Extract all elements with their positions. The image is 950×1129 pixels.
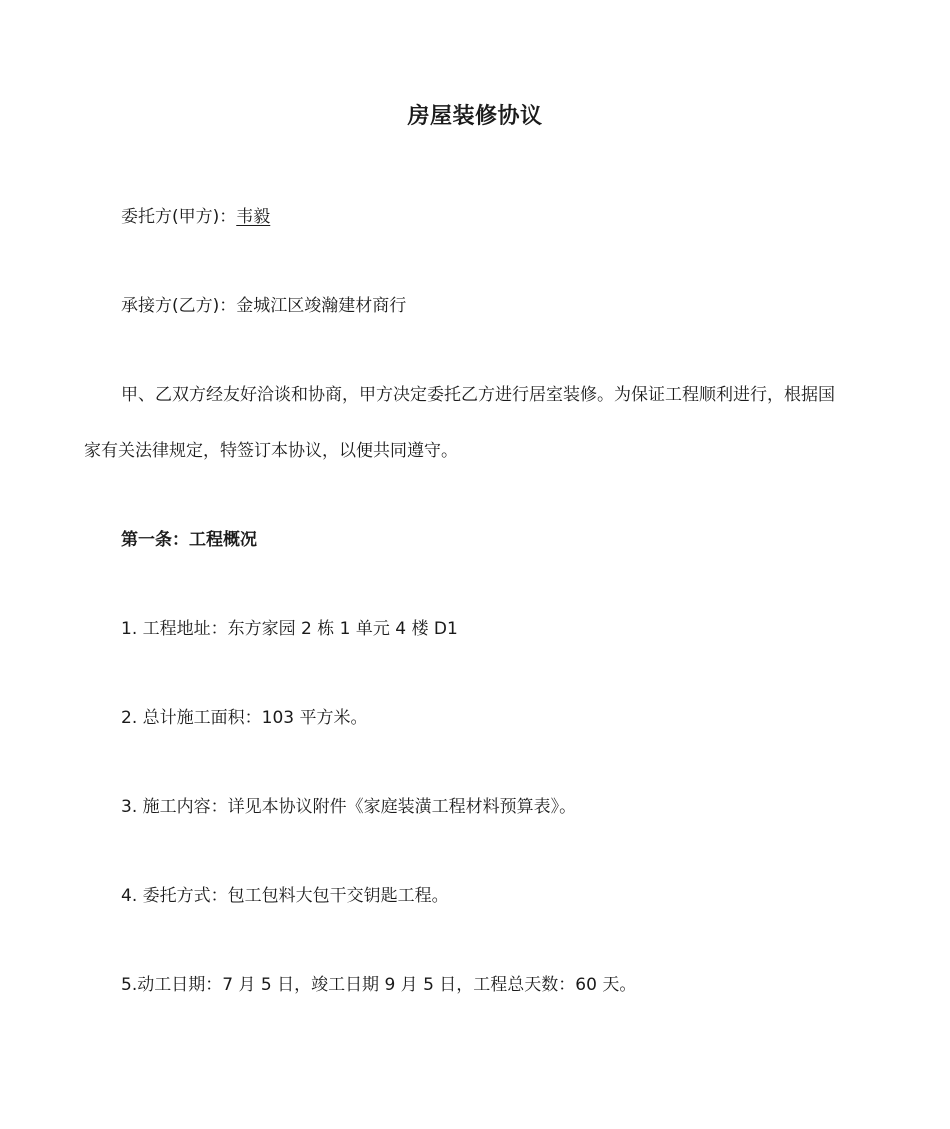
party-b-line: [121, 294, 406, 318]
intro-paragraph-line-1: 甲、乙双方经友好洽谈和协商，甲方决定委托乙方进行居室装修。为保证工程顺利进行，根据国: [121, 385, 835, 405]
list-item: 3. 施工内容：详见本协议附件《家庭装潢工程材料预算表》。: [121, 797, 577, 817]
party-b-name: 金城江区竣瀚建材商行: [236, 296, 407, 316]
article-1-heading: 第一条：工程概况: [121, 530, 257, 550]
party-b-label: 承接方(乙方)：: [121, 296, 237, 316]
list-item: 5.动工日期：7 月 5 日，竣工日期 9 月 5 日，工程总天数：60 天。: [121, 975, 637, 995]
document-title: 房屋装修协议: [407, 104, 543, 129]
party-a-name: 韦毅: [236, 207, 271, 227]
list-item: 1. 工程地址：东方家园 2 栋 1 单元 4 楼 D1: [121, 619, 458, 639]
list-item: 4. 委托方式：包工包料大包干交钥匙工程。: [121, 886, 449, 906]
list-item: 2. 总计施工面积：103 平方米。: [121, 708, 368, 728]
party-a-label: 委托方(甲方)：: [121, 207, 237, 227]
intro-paragraph-line-2: 家有关法律规定，特签订本协议，以便共同遵守。: [84, 441, 458, 461]
party-a-line: [121, 205, 270, 229]
